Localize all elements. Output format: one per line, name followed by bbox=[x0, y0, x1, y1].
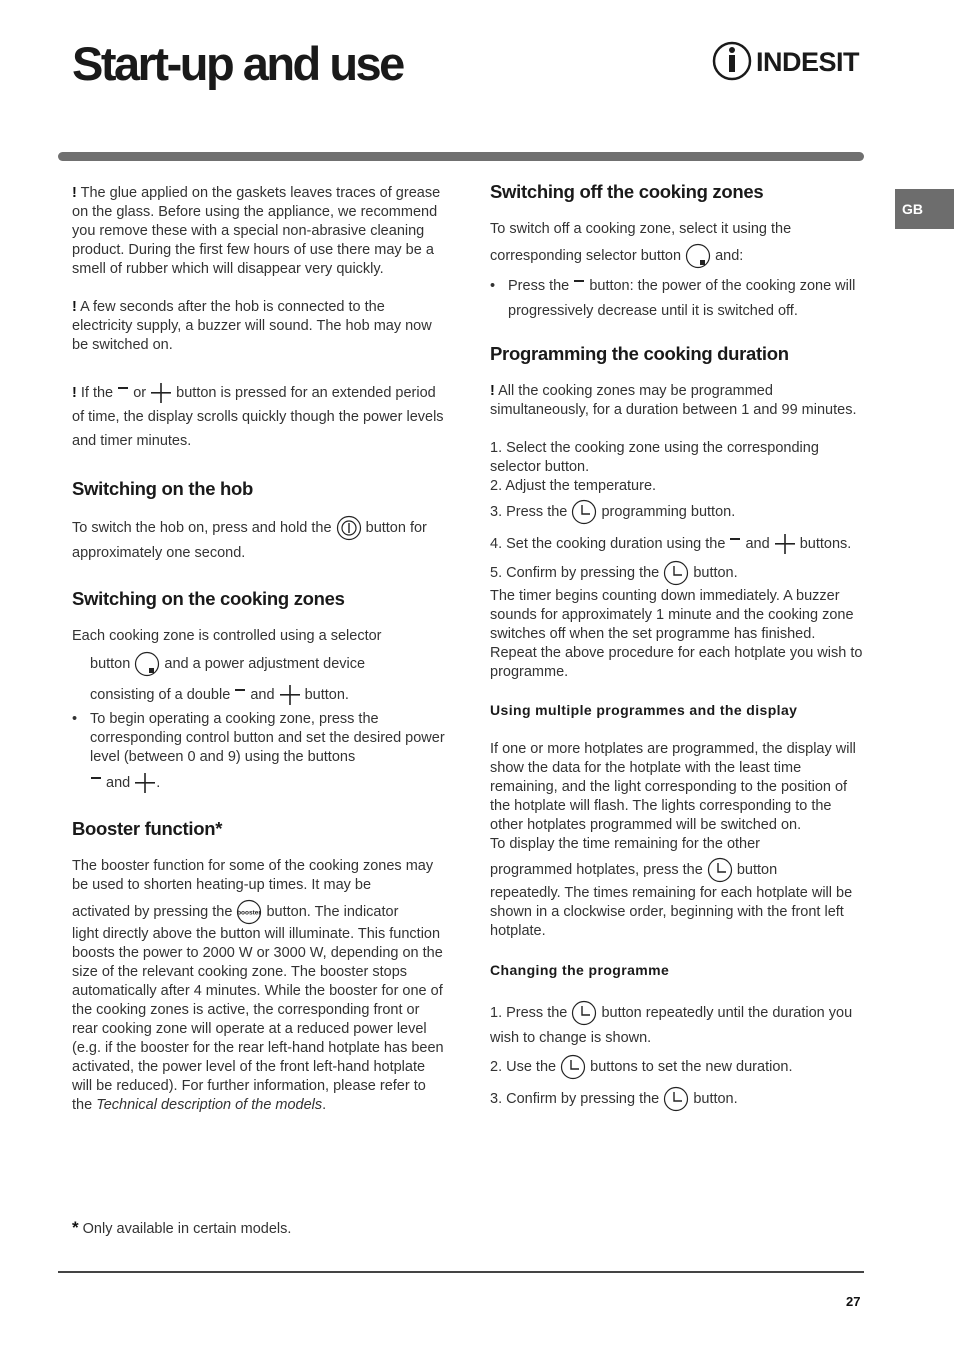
off-text-2: and: bbox=[715, 248, 744, 264]
zones-bullet bbox=[72, 710, 445, 795]
selector-icon bbox=[685, 243, 711, 269]
booster-icon-label: booster bbox=[237, 909, 262, 917]
zones-text: button bbox=[90, 656, 131, 672]
exclamation-icon: ! bbox=[72, 385, 77, 401]
booster-reference: Technical description of the models bbox=[96, 1097, 323, 1114]
minus-icon bbox=[729, 533, 741, 555]
brand-name: INDESIT bbox=[756, 47, 860, 77]
change-step-3 bbox=[490, 1085, 863, 1113]
heading-switching-on-hob: Switching on the hob bbox=[72, 478, 254, 499]
change-step-3-text-2: button. bbox=[693, 1091, 738, 1107]
booster-description bbox=[72, 925, 445, 1115]
minus-icon bbox=[234, 684, 246, 706]
prog-step-5-text-2: button. bbox=[693, 565, 738, 581]
prog-step-4 bbox=[490, 532, 863, 556]
multi-text-4: repeatedly. The times remaining for each hotplate will be shown in a clockwise order, beginning with the front left hotplate. bbox=[490, 885, 853, 939]
exclamation-icon: ! bbox=[72, 299, 77, 315]
heading-booster-function: Booster function* bbox=[72, 818, 223, 839]
off-bullet-text-2: button: the power of the cooking zone will progressively decrease until it is switched off. bbox=[508, 278, 856, 319]
repeat-text: Repeat the above procedure for each hotplate you wish to programme. bbox=[490, 645, 863, 680]
hob-instructions bbox=[72, 515, 445, 565]
booster-icon bbox=[236, 899, 262, 925]
prog-step-1: 1. Select the cooking zone using the corresponding selector button. bbox=[490, 440, 819, 475]
clock-icon bbox=[663, 1086, 689, 1112]
warning-scroll-or: or bbox=[133, 385, 147, 401]
left-column bbox=[72, 180, 445, 1115]
heading-programming-duration: Programming the cooking duration bbox=[490, 343, 789, 364]
clock-icon bbox=[571, 499, 597, 525]
zones-line-2 bbox=[72, 650, 445, 678]
multi-text-3 bbox=[490, 856, 863, 884]
header-divider bbox=[58, 152, 864, 161]
off-bullet bbox=[490, 274, 863, 324]
language-tab: GB bbox=[895, 189, 954, 229]
exclamation-icon: ! bbox=[72, 185, 77, 201]
booster-text: activated by pressing the bbox=[72, 904, 233, 920]
page-number: 27 bbox=[846, 1294, 861, 1309]
footer-divider bbox=[58, 1271, 864, 1273]
off-line-2 bbox=[490, 242, 863, 270]
exclamation-icon: ! bbox=[490, 383, 495, 399]
indesit-logo bbox=[712, 38, 864, 84]
clock-icon bbox=[707, 857, 733, 883]
change-step-1 bbox=[490, 1000, 863, 1050]
warning-buzzer bbox=[72, 298, 445, 355]
plus-icon bbox=[774, 533, 796, 555]
booster-text-2: button. The indicator bbox=[266, 904, 399, 920]
warning-buzzer-text: A few seconds after the hob is connected to the electricity supply, a buzzer will sound. The hob may now be switched on. bbox=[72, 299, 432, 353]
multi-text-1: If one or more hotplates are programmed, the display will show the data for the hotplate with the least time remaining, and the light corresponding to the position of the hotplate will flash. The lights corresponding to the other hotplates programmed will be switched on. bbox=[490, 741, 856, 833]
plus-icon bbox=[279, 684, 301, 706]
off-bullet-text: Press the bbox=[508, 278, 570, 294]
clock-icon bbox=[663, 560, 689, 586]
minus-icon bbox=[573, 275, 585, 297]
warning-glue-text: The glue applied on the gaskets leaves traces of grease on the glass. Before using the appliance, we recommend you remove these with a special non-abrasive cleaning product. During the first few hours of use there may be a smell of rubber which will disappear very quickly. bbox=[72, 185, 441, 277]
timer-text: The timer begins counting down immediately. A buzzer sounds for approximately 1 minute and the cooking zone switches off when the set programme has finished. bbox=[490, 588, 854, 642]
change-step-1-text: 1. Press the bbox=[490, 1004, 568, 1021]
change-step-3-text: 3. Confirm by pressing the bbox=[490, 1091, 660, 1107]
zones-line-3 bbox=[72, 682, 445, 708]
right-column bbox=[490, 180, 863, 1113]
heading-changing-programme: Changing the programme bbox=[490, 962, 670, 978]
hob-text-2: button for approximately one second. bbox=[72, 519, 427, 561]
prog-warning-text: All the cooking zones may be programmed simultaneously, for a duration between 1 and 99 minutes. bbox=[490, 383, 857, 418]
page-title: Start-up and use bbox=[72, 37, 403, 90]
plus-icon bbox=[134, 772, 156, 794]
prog-step-4-text-2: buttons. bbox=[799, 536, 852, 552]
footnote-text: Only available in certain models. bbox=[82, 1221, 292, 1237]
heading-switching-off-zones: Switching off the cooking zones bbox=[490, 181, 764, 202]
selector-icon bbox=[134, 651, 160, 677]
zones-bullet-end: . bbox=[156, 775, 161, 791]
booster-intro: The booster function for some of the cooking zones may be used to shorten heating-up times. It may be bbox=[72, 858, 434, 893]
off-line-1: To switch off a cooking zone, select it using the bbox=[490, 221, 792, 237]
power-icon bbox=[336, 515, 362, 541]
prog-step-3 bbox=[490, 498, 863, 526]
zones-bullet-and: and bbox=[106, 775, 131, 791]
booster-activation bbox=[72, 899, 445, 925]
minus-icon bbox=[117, 382, 129, 404]
prog-step-4-text: 4. Set the cooking duration using the bbox=[490, 536, 726, 552]
zones-bullet-icons bbox=[90, 771, 445, 795]
change-step-1-text-2: button repeatedly until the duration you wish to change is shown. bbox=[490, 1004, 853, 1046]
prog-step-3-text-2: programming button. bbox=[601, 504, 736, 520]
heading-switching-on-zones: Switching on the cooking zones bbox=[72, 588, 345, 609]
warning-scroll-text-2: button is pressed for an extended period of time, the display scrolls quickly though the power levels and timer minutes. bbox=[72, 385, 444, 449]
clock-icon bbox=[571, 1000, 597, 1026]
prog-step-4-and: and bbox=[745, 536, 770, 552]
warning-scroll-text: If the bbox=[80, 385, 114, 401]
prog-warning bbox=[490, 382, 863, 420]
prog-step-5 bbox=[490, 559, 863, 587]
off-text: corresponding selector button bbox=[490, 248, 682, 264]
footnote-star: * bbox=[72, 1218, 79, 1237]
hob-text: To switch the hob on, press and hold the bbox=[72, 519, 332, 536]
multi-text-2: To display the time remaining for the other bbox=[490, 836, 760, 852]
change-step-2-text-2: buttons to set the new duration. bbox=[590, 1059, 793, 1075]
zones-text-3: consisting of a double bbox=[90, 687, 231, 703]
zones-line-1: Each cooking zone is controlled using a selector bbox=[72, 628, 382, 644]
zones-text-2: and a power adjustment device bbox=[164, 656, 366, 672]
warning-scroll bbox=[72, 381, 445, 453]
clock-icon bbox=[560, 1054, 586, 1080]
prog-step-3-text: 3. Press the bbox=[490, 504, 568, 520]
multi-text-3a: programmed hotplates, press the bbox=[490, 862, 703, 878]
heading-multiple-programmes: Using multiple programmes and the display bbox=[490, 702, 798, 718]
plus-icon bbox=[150, 382, 172, 404]
multi-text-3b: button bbox=[736, 862, 778, 878]
change-step-2-text: 2. Use the bbox=[490, 1059, 557, 1075]
change-step-2 bbox=[490, 1053, 863, 1081]
zones-bullet-text: To begin operating a cooking zone, press the corresponding control button and set the desired power level (between 0 and 9) using the buttons bbox=[90, 711, 445, 765]
booster-end: . bbox=[322, 1097, 327, 1114]
zones-text-4: button. bbox=[304, 687, 349, 703]
minus-icon bbox=[90, 772, 102, 794]
prog-step-5-text: 5. Confirm by pressing the bbox=[490, 565, 660, 581]
booster-description-text: light directly above the button will illuminate. This function boosts the power to 2000 W or 3000 W, depending on the size of the relevant cooking zone. The booster stops automatically after 4 minutes. While the booster for one of the cooking zones is active, the corresponding front or rear cooking zone will operate at a reduced power level (e.g. if the booster for the rear left-hand hotplate has been activated, the power level of the front left-hand hotplate will be reduced). For further information, please refer to the bbox=[72, 926, 444, 1114]
footnote bbox=[72, 1218, 291, 1239]
zones-and: and bbox=[250, 687, 275, 703]
warning-glue bbox=[72, 184, 445, 279]
prog-step-2: 2. Adjust the temperature. bbox=[490, 478, 657, 494]
